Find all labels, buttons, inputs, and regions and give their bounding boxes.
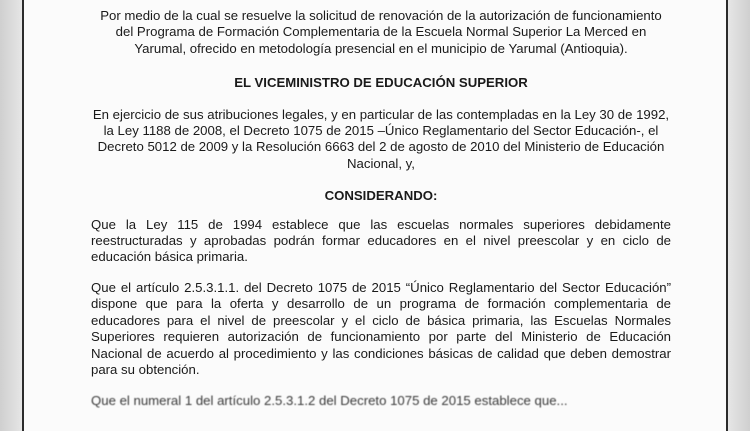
- document-page: [22, 0, 728, 431]
- considering-paragraph-3-cutoff: Que el numeral 1 del artículo 2.5.3.1.2 del Decreto 1075 de 2015 establece que...: [91, 393, 568, 409]
- scan-margin-left: [0, 0, 22, 431]
- considering-paragraph-2: Que el artículo 2.5.3.1.1. del Decreto 1075 de 2015 “Único Reglamentario del Sector Educación” dispone que para la oferta y desarrollo de un programa de formación complementaria de educadores para el nivel de preescolar y el ciclo de básica primaria, las Escuelas Normales Superiores requieren autorización de funcionamiento por parte del Ministerio de Educación Nacional de acuerdo al procedimiento y las condiciones básicas de calidad que deben demostrar para su obtención.: [91, 279, 671, 377]
- document-body: [91, 8, 671, 410]
- considering-paragraph-1: Que la Ley 115 de 1994 establece que las escuelas normales superiores debidamente reestructuradas y aprobadas podrán formar educadores en el nivel preescolar y en ciclo de educación básica primaria.: [91, 216, 671, 265]
- issuing-authority: EL VICEMINISTRO DE EDUCACIÓN SUPERIOR: [234, 75, 528, 91]
- resolution-summary: Por medio de la cual se resuelve la solicitud de renovación de la autorización de funcionamiento del Programa de Formación Complementaria de la Escuela Normal Superior La Merced en Yarumal, ofrecido en metodología presencial en el municipio de Yarumal (Antioquia).: [100, 8, 662, 56]
- scan-margin-right: [728, 0, 750, 431]
- considering-heading: CONSIDERANDO:: [324, 188, 438, 204]
- legal-powers-paragraph: En ejercicio de sus atribuciones legales, y en particular de las contempladas en la Ley 30 de 1992, la Ley 1188 de 2008, el Decreto 1075 de 2015 –Único Reglamentario del Sector Educación-, el Decreto 5012 de 2009 y la Resolución 6663 del 2 de agosto de 2010 del Ministerio de Educación Nacional, y,: [92, 106, 670, 171]
